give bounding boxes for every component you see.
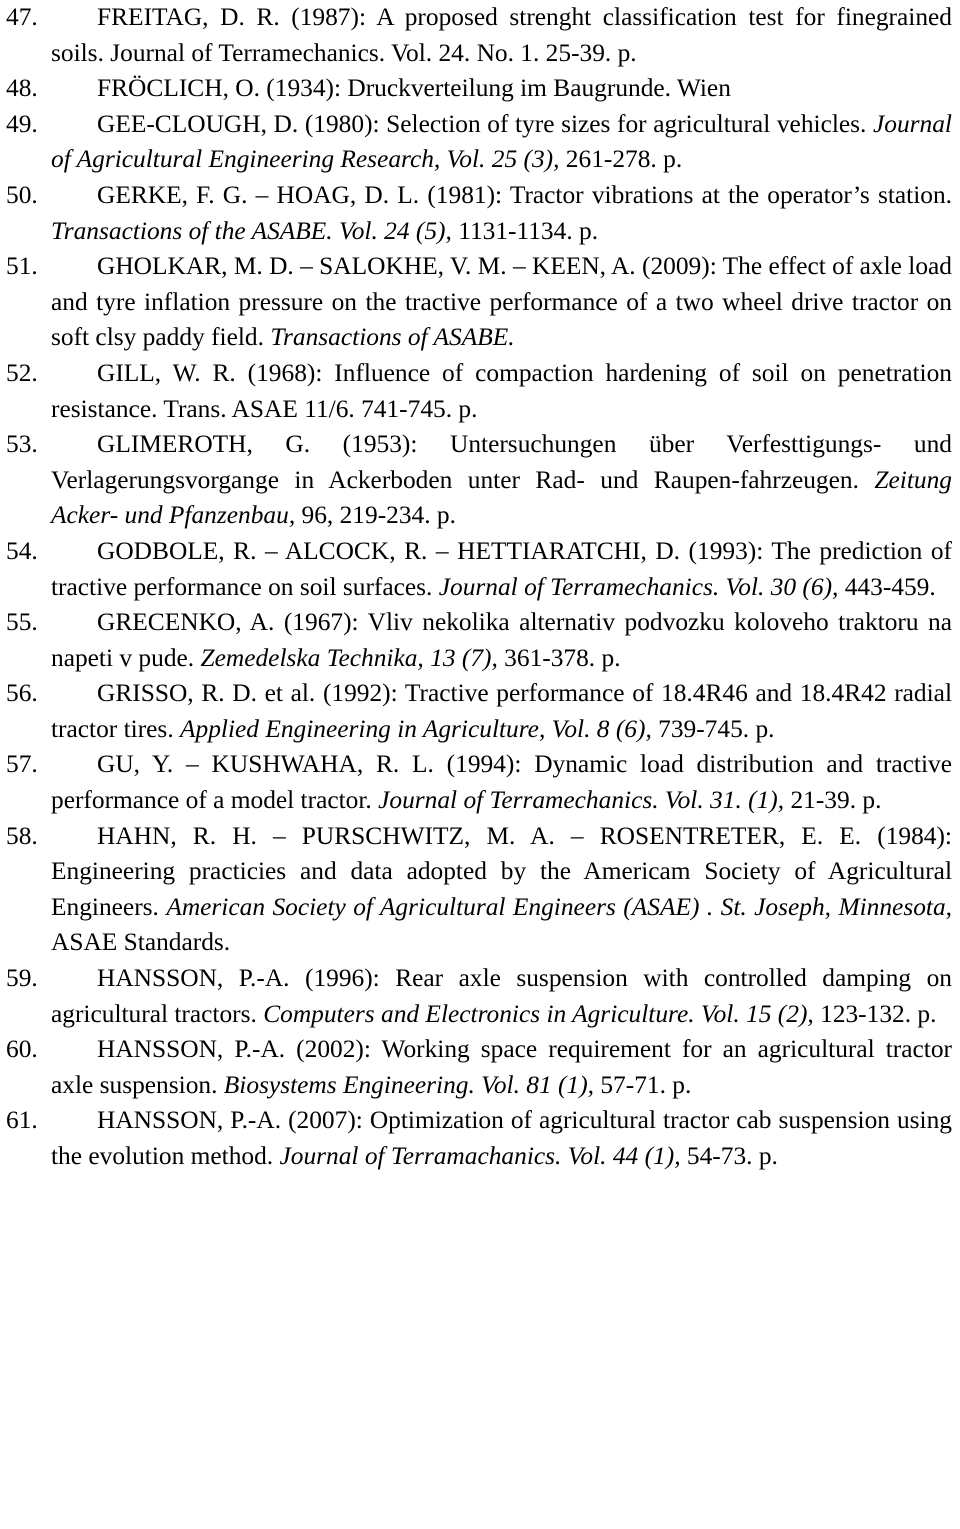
reference-text: [0, 107, 952, 178]
reference-entry: [0, 249, 952, 356]
reference-text: [0, 819, 952, 961]
reference-text: [0, 356, 952, 427]
reference-pages: 261-278. p.: [559, 145, 683, 174]
reference-source: Zemedelska Technika, 13 (7),: [200, 643, 498, 672]
reference-source: American Society of Agricultural Engineers (ASAE) . St. Joseph, Minnesota,: [166, 892, 952, 921]
reference-pages: 57-71. p.: [594, 1070, 692, 1099]
reference-entry: [0, 961, 952, 1032]
reference-entry: [0, 534, 952, 605]
reference-text: [0, 71, 952, 107]
reference-number: 54.: [6, 536, 38, 565]
reference-authors-title: GU, Y. – KUSHWAHA, R. L. (1994): Dynamic load distribution and tractive performance of a model tractor.: [51, 750, 952, 815]
reference-number: 60.: [6, 1035, 38, 1064]
reference-pages: ASAE Standards.: [51, 928, 231, 957]
reference-pages: 739-745. p.: [651, 714, 775, 743]
reference-source: Transactions of the ASABE. Vol. 24 (5),: [51, 216, 452, 245]
reference-authors-title: GERKE, F. G. – HOAG, D. L. (1981): Tractor vibrations at the operator’s station.: [97, 180, 952, 209]
reference-entry: [0, 356, 952, 427]
reference-source: Computers and Electronics in Agriculture. Vol. 15 (2),: [263, 999, 814, 1028]
reference-text: [0, 1032, 952, 1103]
reference-entry: [0, 178, 952, 249]
reference-number: 53.: [6, 430, 38, 459]
reference-pages: 54-73. p.: [680, 1142, 778, 1170]
reference-text: [0, 0, 952, 71]
reference-authors-title: HANSSON, P.-A. (2002): Working space requirement for an agricultural tractor axle suspension.: [51, 1035, 952, 1099]
reference-number: 58.: [6, 821, 38, 850]
reference-number: 57.: [6, 750, 38, 779]
reference-number: 47.: [6, 3, 38, 31]
reference-source: Journal of Terramachanics. Vol. 44 (1),: [279, 1142, 681, 1170]
reference-number: 52.: [6, 358, 38, 387]
reference-source: Applied Engineering in Agriculture, Vol. 8 (6),: [180, 714, 652, 743]
reference-entry: [0, 427, 952, 534]
reference-number: 51.: [6, 252, 38, 281]
reference-authors-title: GLIMEROTH, G. (1953): Untersuchungen über Verfesttigungs- und Verlagerungsvorgange in Ackerboden unter Rad- und Raupen-fahrzeugen.: [51, 430, 952, 494]
reference-authors-title: GHOLKAR, M. D. – SALOKHE, V. M. – KEEN, A. (2009): The effect of axle load and tyre inflation pressure on the tractive performance of a two wheel drive tractor on soft clsy paddy field.: [51, 252, 952, 352]
reference-authors-title: GODBOLE, R. – ALCOCK, R. – HETTIARATCHI, D. (1993): The prediction of tractive performance on soil surfaces.: [51, 536, 952, 601]
reference-source: Journal of Agricultural Engineering Research, Vol. 25 (3),: [51, 109, 952, 174]
reference-pages: 1131-1134. p.: [451, 216, 599, 245]
reference-number: 61.: [6, 1106, 38, 1135]
reference-number: 49.: [6, 109, 38, 138]
reference-text: [0, 178, 952, 249]
reference-entry: [0, 71, 952, 107]
reference-source: Transactions of ASABE.: [270, 323, 515, 352]
reference-source: Biosystems Engineering. Vol. 81 (1),: [223, 1070, 595, 1099]
reference-entry: [0, 0, 952, 71]
reference-source: Journal of Terramechanics. Vol. 31. (1),: [378, 786, 785, 815]
reference-authors-title: HANSSON, P.-A. (2007): Optimization of agricultural tractor cab suspension using the evolution method.: [51, 1106, 952, 1170]
reference-authors-title: HAHN, R. H. – PURSCHWITZ, M. A. – ROSENTRETER, E. E. (1984): Engineering practicies and data adopted by the Americam Society of Agricultural Engineers.: [51, 821, 952, 921]
reference-source: Journal of Terramechanics. Vol. 30 (6),: [438, 572, 839, 601]
reference-pages: 443-459.: [838, 572, 936, 601]
reference-text: [0, 747, 952, 818]
reference-entry: [0, 1103, 952, 1174]
reference-source: Zeitung Acker- und Pfanzenbau,: [51, 465, 952, 530]
reference-authors-title: GEE-CLOUGH, D. (1980): Selection of tyre sizes for agricultural vehicles.: [97, 109, 873, 138]
reference-pages: 361-378. p.: [497, 643, 621, 672]
reference-text: [0, 605, 952, 676]
reference-entry: [0, 1032, 952, 1103]
reference-number: 55.: [6, 608, 38, 637]
reference-entry: [0, 747, 952, 818]
reference-number: 59.: [6, 964, 38, 993]
reference-number: 48.: [6, 74, 38, 103]
reference-entry: [0, 107, 952, 178]
reference-entry: [0, 676, 952, 747]
reference-authors-title: GRISSO, R. D. et al. (1992): Tractive performance of 18.4R46 and 18.4R42 radial tractor tires.: [51, 679, 952, 743]
reference-text: [0, 427, 952, 534]
reference-text: [0, 676, 952, 747]
reference-entry: [0, 819, 952, 961]
reference-authors-title: HANSSON, P.-A. (1996): Rear axle suspension with controlled damping on agricultural tractors.: [51, 964, 952, 1028]
reference-text: [0, 249, 952, 356]
reference-entry: [0, 605, 952, 676]
reference-pages: 96, 219-234. p.: [295, 501, 456, 530]
reference-pages: 123-132. p.: [813, 999, 937, 1028]
reference-number: 50.: [6, 180, 38, 209]
reference-authors-title: FREITAG, D. R. (1987): A proposed strenght classification test for finegrained soils. Journal of Terramechanics. Vol. 24. No. 1. 25-39. p.: [51, 3, 952, 67]
reference-number: 56.: [6, 679, 38, 708]
reference-authors-title: GRECENKO, A. (1967): Vliv nekolika alternativ podvozku koloveho traktoru na napeti v pude.: [51, 608, 952, 672]
reference-pages: 21-39. p.: [784, 786, 882, 815]
reference-authors-title: GILL, W. R. (1968): Influence of compaction hardening of soil on penetration resistance. Trans. ASAE 11/6. 741-745. p.: [51, 358, 952, 423]
reference-text: [0, 534, 952, 605]
reference-text: [0, 961, 952, 1032]
reference-text: [0, 1103, 952, 1174]
reference-authors-title: FRÖCLICH, O. (1934): Druckverteilung im Baugrunde. Wien: [97, 74, 731, 103]
